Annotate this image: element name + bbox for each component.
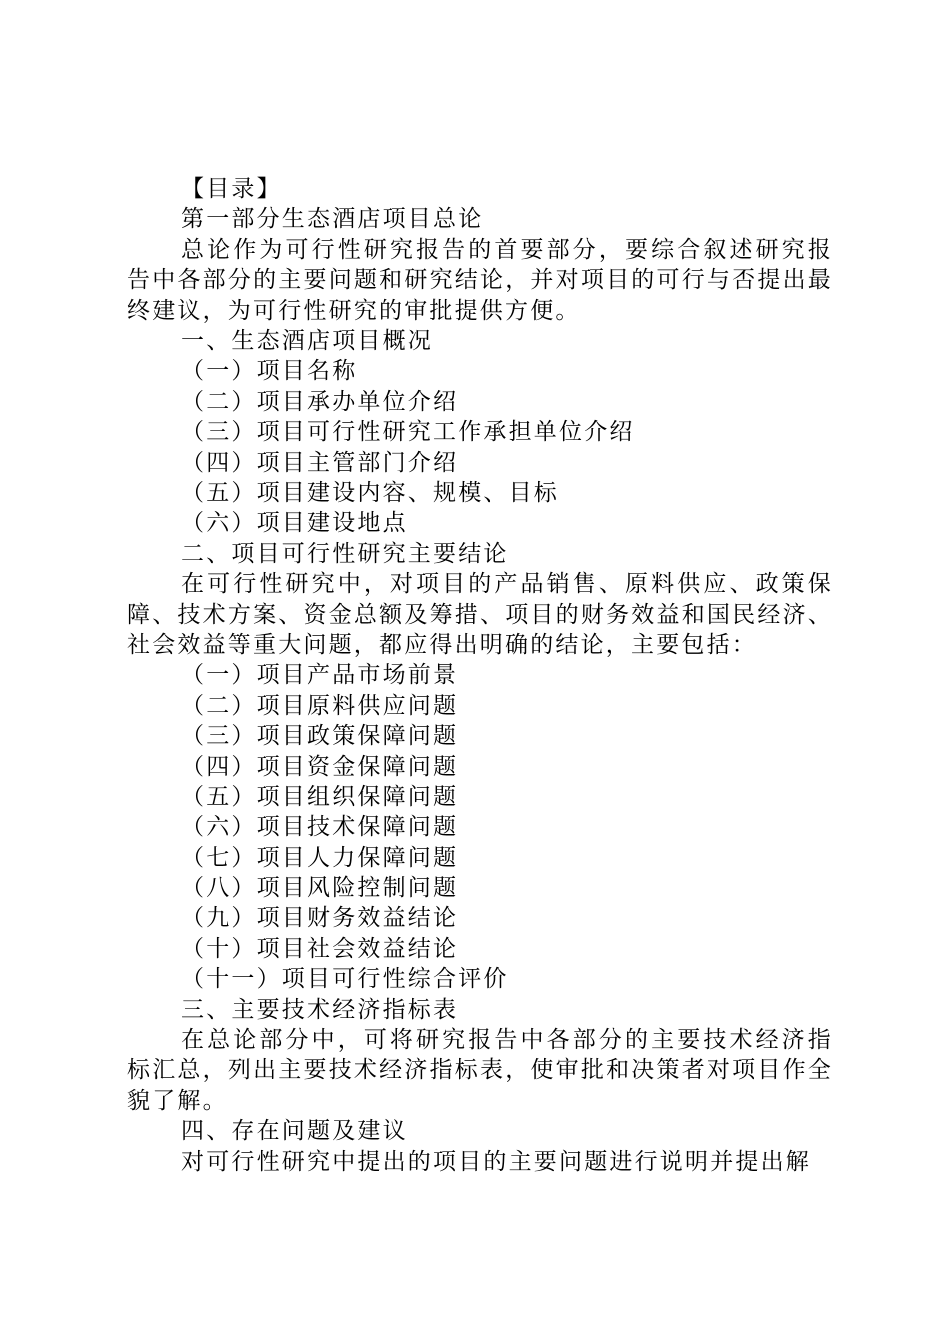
section-1-item: （三）项目可行性研究工作承担单位介绍 xyxy=(181,419,635,446)
section-1-item: （六）项目建设地点 xyxy=(181,510,408,537)
section-2-item: （九）项目财务效益结论 xyxy=(181,905,459,932)
section-2-item: （一）项目产品市场前景 xyxy=(181,662,459,689)
section-2-item: （三）项目政策保障问题 xyxy=(181,723,459,750)
section-1-item: （四）项目主管部门介绍 xyxy=(181,449,459,476)
section-2-item: （五）项目组织保障问题 xyxy=(181,783,459,810)
section-2-item: （八）项目风险控制问题 xyxy=(181,875,459,902)
section-2-item: （七）项目人力保障问题 xyxy=(181,844,459,871)
part-one-title: 第一部分生态酒店项目总论 xyxy=(181,206,484,233)
section-2-item: （六）项目技术保障问题 xyxy=(181,814,459,841)
section-1-item: （一）项目名称 xyxy=(181,358,358,385)
section-3-paragraph: 在总论部分中，可将研究报告中各部分的主要技术经济指标汇总，列出主要技术经济指标表，使审批和决策者对项目作全貌了解。 xyxy=(127,1027,833,1114)
section-3-title: 三、主要技术经济指标表 xyxy=(181,996,459,1023)
section-2-item: （四）项目资金保障问题 xyxy=(181,753,459,780)
section-2-item: （十）项目社会效益结论 xyxy=(181,935,459,962)
section-2-paragraph: 在可行性研究中，对项目的产品销售、原料供应、政策保障、技术方案、资金总额及筹措、项目的财务效益和国民经济、社会效益等重大问题，都应得出明确的结论，主要包括： xyxy=(127,571,833,658)
document-body xyxy=(127,174,833,1177)
section-1-item: （五）项目建设内容、规模、目标 xyxy=(181,479,559,506)
intro-paragraph: 总论作为可行性研究报告的首要部分，要综合叙述研究报告中各部分的主要问题和研究结论，并对项目的可行与否提出最终建议，为可行性研究的审批提供方便。 xyxy=(127,236,833,324)
section-4-paragraph: 对可行性研究中提出的项目的主要问题进行说明并提出解 xyxy=(181,1148,811,1175)
section-1-title: 一、生态酒店项目概况 xyxy=(181,328,433,354)
section-2-item: （二）项目原料供应问题 xyxy=(181,692,459,719)
section-4-title: 四、存在问题及建议 xyxy=(181,1118,408,1145)
section-2-title: 二、项目可行性研究主要结论 xyxy=(181,540,509,567)
section-1-item: （二）项目承办单位介绍 xyxy=(181,388,459,415)
toc-heading: 【目录】 xyxy=(181,176,282,202)
section-2-item: （十一）项目可行性综合评价 xyxy=(181,966,509,993)
